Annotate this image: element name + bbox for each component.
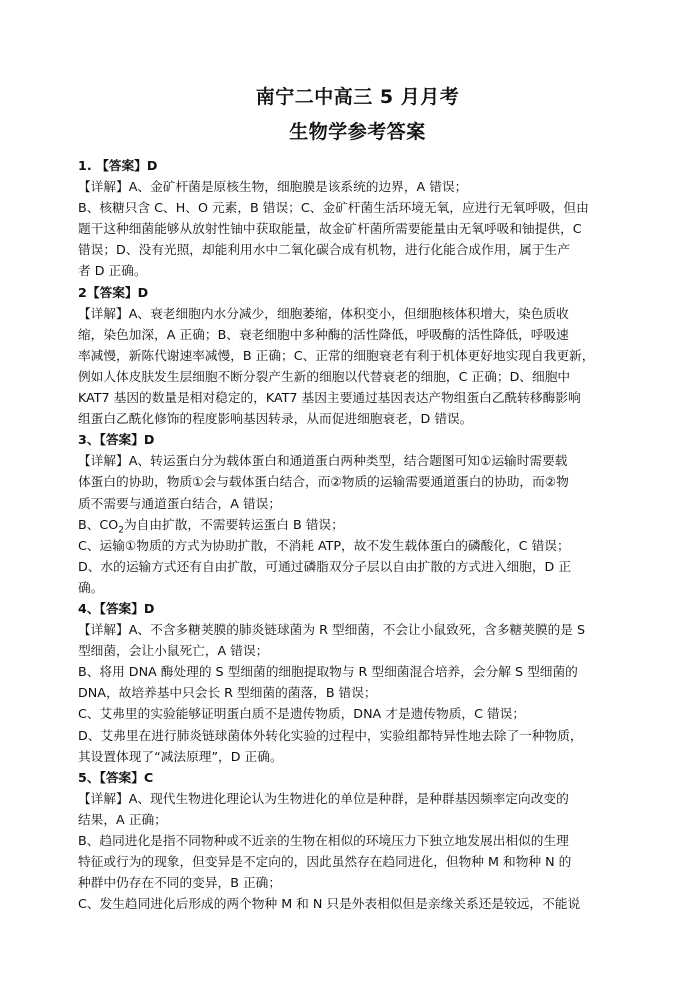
q1-line-2: B、核糖只含 C、H、O 元素，B 错误；C、金矿杆菌生活环境无氧，应进行无氧呼吸，但由: [78, 200, 589, 216]
q3-line-4: [78, 514, 637, 535]
q3-answer: 3、【答案】D: [78, 432, 155, 448]
q3-line-6: D、水的运输方式还有自由扩散，可通过磷脂双分子层以自由扩散的方式进入细胞，D 正: [78, 558, 572, 574]
q1-line-3: 题干这种细菌能够从放射性铀中获取能量，故金矿杆菌所需要能量由无氧呼吸和铀提供，C: [78, 221, 582, 237]
q3-line-4-part-a: B、CO: [78, 516, 119, 532]
q5-line-1: 【详解】A、现代生物进化理论认为生物进化的单位是种群，是种群基因频率定向改变的: [78, 790, 569, 806]
q4-line-3: B、将用 DNA 酶处理的 S 型细菌的细胞提取物与 R 型细菌混合培养，会分解 S 型细菌的: [78, 664, 578, 680]
q4-line-4: DNA，故培养基中只会长 R 型细菌的菌落，B 错误；: [78, 685, 377, 701]
q2-answer: 2【答案】D: [78, 284, 149, 300]
q2-line-3: 率减慢，新陈代谢速率减慢，B 正确；C、正常的细胞衰老有利于机体更好地实现自我更新，: [78, 347, 595, 363]
q4-line-5: C、艾弗里的实验能够证明蛋白质不是遗传物质，DNA 才是遗传物质，C 错误；: [78, 706, 526, 722]
q5-line-3: B、趋同进化是指不同物种或不近亲的生物在相似的环境压力下独立地发展出相似的生理: [78, 833, 569, 848]
q1-answer: 1. 【答案】D: [78, 158, 158, 173]
q2-line-6: 组蛋白乙酰化修饰的程度影响基因转录，从而促进细胞衰老，D 错误。: [78, 411, 473, 427]
q4-answer: 4、【答案】D: [78, 600, 155, 616]
page-title: 南宁二中高三 5 月月考: [255, 86, 460, 108]
q1-line-1: 【详解】A、金矿杆菌是原核生物，细胞膜是该系统的边界，A 错误；: [78, 179, 468, 195]
q3-line-5: C、运输①物质的方式为协助扩散，不消耗 ATP，故不发生载体蛋白的磷酸化，C 错误；: [78, 537, 570, 553]
q5-line-6: C、发生趋同进化后形成的两个物种 M 和 N 只是外表相似但是亲缘关系还是较远，不能说: [78, 896, 581, 912]
q2-line-5: KAT7 基因的数量是相对稳定的，KAT7 基因主要通过基因表达产物组蛋白乙酰转移酶影响: [78, 390, 581, 406]
q3-line-2: 体蛋白的协助，物质①会与载体蛋白结合，而②物质的运输需要通道蛋白的协助，而②物: [78, 474, 569, 490]
q4-line-6: D、艾弗里在进行肺炎链球菌体外转化实验的过程中，实验组都特异性地去除了一种物质，: [78, 727, 583, 743]
q2-line-4: 例如人体皮肤发生层细胞不断分裂产生新的细胞以代替衰老的细胞，C 正确；D、细胞中: [78, 368, 571, 384]
q5-line-2: 结果，A 正确；: [78, 811, 167, 827]
q3-line-3: 质不需要与通道蛋白结合，A 错误；: [78, 495, 282, 511]
q5-answer: 5、【答案】C: [78, 769, 154, 785]
q5-line-5: 种群中仍存在不同的变异，B 正确；: [78, 875, 282, 891]
q2-line-2: 缩，染色加深，A 正确；B、衰老细胞中多种酶的活性降低，呼吸酶的活性降低，呼吸速: [78, 326, 569, 342]
q3-line-4-part-b: 为自由扩散，不需要转运蛋白 B 错误；: [123, 516, 344, 532]
q3-line-1: 【详解】A、转运蛋白分为载体蛋白和通道蛋白两种类型，结合题图可知①运输时需要载: [78, 453, 568, 469]
answer-content: [78, 155, 637, 914]
q4-line-1: 【详解】A、不含多糖荚膜的肺炎链球菌为 R 型细菌，不会让小鼠致死，含多糖荚膜的是 S: [78, 622, 586, 638]
page-subtitle: 生物学参考答案: [289, 121, 426, 143]
q3-line-4-subscript: 2: [118, 525, 124, 536]
q1-line-5: 者 D 正确。: [78, 263, 147, 279]
q4-line-7: 其设置体现了“减法原理”，D 正确。: [78, 748, 283, 764]
q4-line-2: 型细菌，会让小鼠死亡，A 错误；: [78, 643, 269, 659]
q5-line-4: 特征或行为的现象，但变异是不定向的，因此虽然存在趋同进化，但物种 M 和物种 N 的: [78, 854, 572, 870]
q1-line-4: 错误；D、没有光照，却能利用水中二氧化碳合成有机物，进行化能合成作用，属于生产: [78, 242, 570, 258]
q2-line-1: 【详解】A、衰老细胞内水分减少，细胞萎缩，体积变小，但细胞核体积增大，染色质收: [78, 305, 569, 321]
q3-line-7: 确。: [78, 579, 104, 595]
